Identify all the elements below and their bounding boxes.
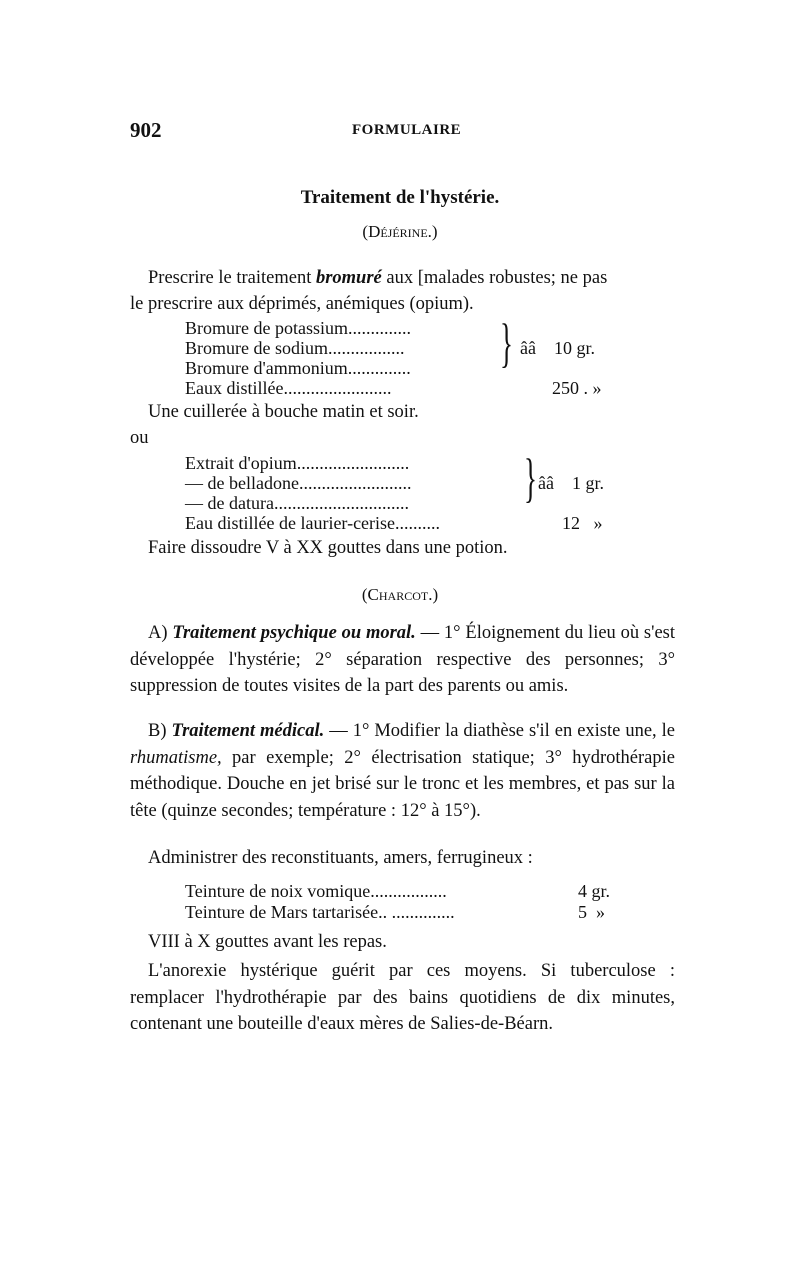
dosage-3: VIII à X gouttes avant les repas. [148, 932, 387, 952]
rx2-dose: ââ 1 gr. [538, 473, 604, 493]
para-b-text-2: par exemple; 2° électrisation statique; 3° hydrothérapie méthodique. Douche en jet brisé sur le tronc et les membres, et pas sur la tête (quinze secondes; température : 12° à 15°). [130, 747, 675, 821]
para-a-label: A) [148, 623, 173, 643]
rx2-water-dose: 12 » [562, 513, 603, 533]
para-b-heading: Traitement médical. [171, 721, 325, 741]
rx3-line-2: Teinture de Mars tartarisée.. .............. [185, 902, 455, 922]
final-paragraph-text: L'anorexie hystérique guérit par ces moyens. Si tuberculose : remplacer l'hydrothérapie par des bains quotidiens de dix minutes, contenant une bouteille d'eaux mères de Salies-de-Béarn. [130, 961, 675, 1034]
intro-emphasis: bromuré [315, 268, 382, 288]
intro-text-b: aux [malades robustes; ne pas [381, 268, 608, 288]
para-b-text-1: — 1° Modifier la diathèse s'il en existe une, le [324, 721, 675, 741]
rx3-dose-2: 5 » [578, 902, 605, 922]
rx2-line-3: — de datura.............................. [185, 493, 409, 513]
rx1-dose: ââ 10 gr. [520, 338, 595, 358]
rx1-line-4: Eaux distillée........................ [185, 378, 392, 398]
rx1-line-2: Bromure de sodium................. [185, 338, 405, 358]
rx1-line-1: Bromure de potassium.............. [185, 318, 411, 338]
para-a-heading: Traitement psychique ou moral. [172, 623, 416, 643]
paragraph-b [130, 718, 675, 824]
intro-text-a: Prescrire le traitement [148, 268, 316, 288]
administer-line: Administrer des reconstituants, amers, ferrugineux : [148, 848, 533, 868]
page-number: 902 [130, 118, 162, 142]
final-paragraph [130, 958, 675, 1038]
rx2-line-2: — de belladone......................... [185, 473, 412, 493]
or-word: ou [130, 428, 149, 448]
para-b-label: B) [148, 721, 172, 741]
author-dejerine: (Déjérine.) [362, 222, 438, 241]
section-title: Traitement de l'hystérie. [300, 187, 500, 208]
para-a-text: — 1° Éloignement du lieu où s'est développée l'hystérie; 2° séparation respective des personnes; 3° suppression de toutes visites de la part des parents ou amis. [130, 623, 675, 696]
running-title: FORMULAIRE [352, 122, 462, 138]
rx3-dose-1: 4 gr. [578, 881, 611, 901]
rx1-water-dose: 250 . » [552, 378, 602, 398]
para-b-emphasis: rhumatisme, [130, 747, 222, 768]
rx1-line-3: Bromure d'ammonium.............. [185, 358, 411, 378]
dosage-1: Une cuillerée à bouche matin et soir. [148, 402, 419, 422]
rx2-line-4: Eau distillée de laurier-cerise.......... [185, 513, 441, 533]
rx2-line-1: Extrait d'opium......................... [185, 453, 410, 473]
brace-2: } [524, 448, 537, 508]
rx3-line-1: Teinture de noix vomique................. [185, 881, 447, 901]
paragraph-a [130, 620, 675, 700]
intro-line-2: le prescrire aux déprimés, anémiques (opium). [130, 294, 474, 314]
intro-line-1 [148, 268, 607, 289]
brace-1: } [500, 313, 513, 373]
dosage-2: Faire dissoudre V à XX gouttes dans une potion. [148, 538, 508, 558]
author-charcot: (Charcot.) [361, 585, 439, 604]
